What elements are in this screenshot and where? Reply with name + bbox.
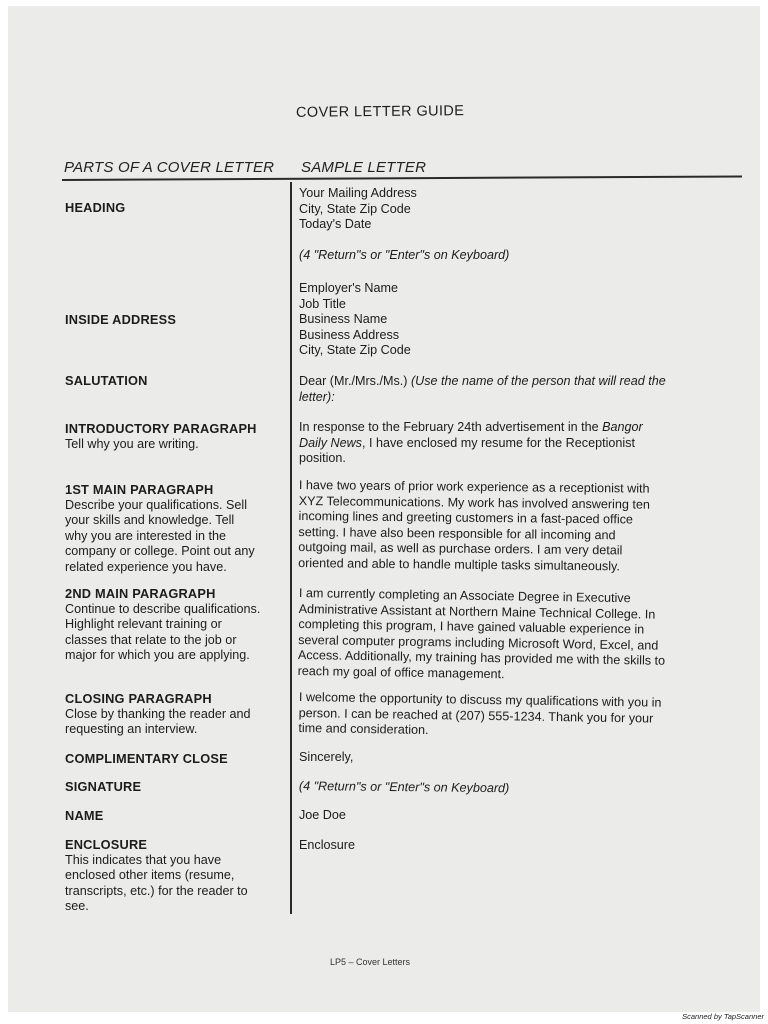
- part-description: Describe your qualifications. Sell: [65, 497, 247, 512]
- sample-line: Job Title: [299, 296, 346, 311]
- part-description: see.: [65, 899, 89, 914]
- page-footer: LP5 – Cover Letters: [330, 957, 411, 967]
- sample-line: XYZ Telecommunications. My work has involved answering ten: [298, 493, 650, 512]
- part-description: Highlight relevant training or: [65, 617, 222, 632]
- sample-main-1: [298, 478, 729, 576]
- part-description: company or college. Point out any: [65, 544, 255, 559]
- sample-line: Your Mailing Address: [299, 186, 417, 200]
- part-description: Tell why you are writing.: [65, 436, 199, 451]
- sample-line: I am currently completing an Associate Degree in Executive: [298, 586, 631, 606]
- sample-signature: [299, 779, 729, 799]
- sample-name: [299, 808, 729, 824]
- sample-text: position.: [299, 451, 346, 466]
- part-label: ENCLOSURE: [65, 837, 148, 852]
- sample-inside-address: [299, 281, 729, 359]
- part-label: COMPLIMENTARY CLOSE: [65, 751, 228, 766]
- sample-line: oriented and able to handle multiple tasks simultaneously.: [298, 555, 620, 574]
- sample-line: several computer programs including Microsoft Word, Excel, and: [298, 632, 659, 653]
- part-label: HEADING: [65, 200, 126, 215]
- part-label: 2ND MAIN PARAGRAPH: [65, 586, 216, 601]
- part-description: your skills and knowledge. Tell: [65, 513, 235, 528]
- sample-line: I have two years of prior work experience as a receptionist with: [298, 478, 650, 496]
- part-description: Continue to describe qualifications.: [65, 601, 261, 616]
- part-salutation: [65, 373, 287, 389]
- sample-enclosure: [299, 838, 729, 854]
- sample-note: (4 "Return"s or "Enter"s on Keyboard): [299, 247, 510, 262]
- part-signature: [65, 779, 287, 795]
- sample-note: (Use the name of the person that will read the: [410, 374, 666, 388]
- sample-line: reach my goal of office management.: [297, 663, 505, 682]
- scanned-page: [8, 6, 760, 1012]
- page-title: COVER LETTER GUIDE: [295, 103, 465, 121]
- part-label: 1ST MAIN PARAGRAPH: [65, 482, 214, 497]
- sample-salutation: [299, 374, 729, 405]
- header-rule: [62, 175, 742, 180]
- part-label: NAME: [65, 808, 104, 823]
- sample-line: Sincerely,: [299, 750, 354, 764]
- part-main-1: [65, 482, 287, 576]
- part-label: SALUTATION: [65, 373, 148, 388]
- sample-line: person. I can be reached at (207) 555-1234. Thank you for your: [298, 705, 654, 726]
- sample-line: Joe Doe: [299, 808, 346, 822]
- scan-credit: Scanned by TapScanner: [682, 1012, 764, 1021]
- sample-line: time and consideration.: [298, 721, 429, 738]
- column-header-sample: SAMPLE LETTER: [301, 159, 427, 176]
- sample-note: (4 "Return"s or "Enter"s on Keyboard): [298, 779, 510, 796]
- column-header-parts: PARTS OF A COVER LETTER: [64, 159, 275, 176]
- part-label: INTRODUCTORY PARAGRAPH: [65, 421, 257, 436]
- part-introductory: [65, 421, 287, 452]
- part-label: SIGNATURE: [65, 779, 142, 794]
- part-name: [65, 808, 287, 824]
- sample-heading: [299, 186, 729, 263]
- part-complimentary-close: [65, 751, 287, 767]
- sample-note: letter):: [299, 389, 335, 404]
- part-closing: [65, 691, 287, 738]
- sample-line: setting. I have also been responsible for all incoming and: [298, 524, 616, 543]
- part-inside-address: [65, 312, 287, 328]
- sample-line: completing this program, I have gained valuable experience in: [298, 617, 645, 637]
- sample-line: incoming lines and greeting customers in a fast-paced office: [298, 509, 634, 527]
- part-description: transcripts, etc.) for the reader to: [65, 883, 248, 898]
- sample-line: City, State Zip Code: [299, 343, 411, 358]
- part-description: enclosed other items (resume,: [65, 868, 235, 883]
- part-description: Close by thanking the reader and: [65, 706, 251, 721]
- sample-line: Employer's Name: [299, 281, 398, 295]
- part-main-2: [65, 586, 287, 664]
- newspaper-name: Bangor: [602, 420, 643, 434]
- sample-closing: [298, 690, 729, 744]
- sample-main-2: [298, 586, 729, 686]
- sample-line: Access. Additionally, my training has provided me with the skills to: [297, 648, 666, 669]
- part-description: major for which you are applying.: [65, 648, 250, 663]
- sample-line: Today's Date: [299, 217, 372, 232]
- sample-text: Dear (Mr./Mrs./Ms.): [299, 374, 411, 388]
- sample-line: I welcome the opportunity to discuss my qualifications with you in: [298, 690, 662, 710]
- column-divider: [290, 182, 292, 914]
- newspaper-name: Daily News: [299, 435, 362, 450]
- sample-line: outgoing mail, as well as purchase orders. I am very detail: [298, 540, 623, 558]
- part-label: CLOSING PARAGRAPH: [65, 691, 212, 706]
- sample-line: Business Name: [299, 312, 388, 327]
- sample-text: , I have enclosed my resume for the Receptionist: [361, 435, 635, 450]
- part-label: INSIDE ADDRESS: [65, 312, 177, 327]
- sample-text: In response to the February 24th advertisement in the: [299, 420, 603, 434]
- part-description: related experience you have.: [65, 559, 227, 574]
- part-description: classes that relate to the job or: [65, 632, 237, 647]
- part-description: why you are interested in the: [65, 528, 227, 543]
- part-description: This indicates that you have: [65, 852, 222, 867]
- part-heading: [65, 200, 287, 216]
- sample-line: City, State Zip Code: [299, 201, 411, 216]
- sample-line: Business Address: [299, 327, 400, 342]
- sample-line: Enclosure: [299, 838, 356, 852]
- part-enclosure: [65, 837, 287, 915]
- part-description: requesting an interview.: [65, 722, 198, 737]
- sample-introductory: [299, 420, 729, 467]
- sample-complimentary-close: [299, 750, 729, 766]
- sample-line: Administrative Assistant at Northern Maine Technical College. In: [298, 601, 656, 622]
